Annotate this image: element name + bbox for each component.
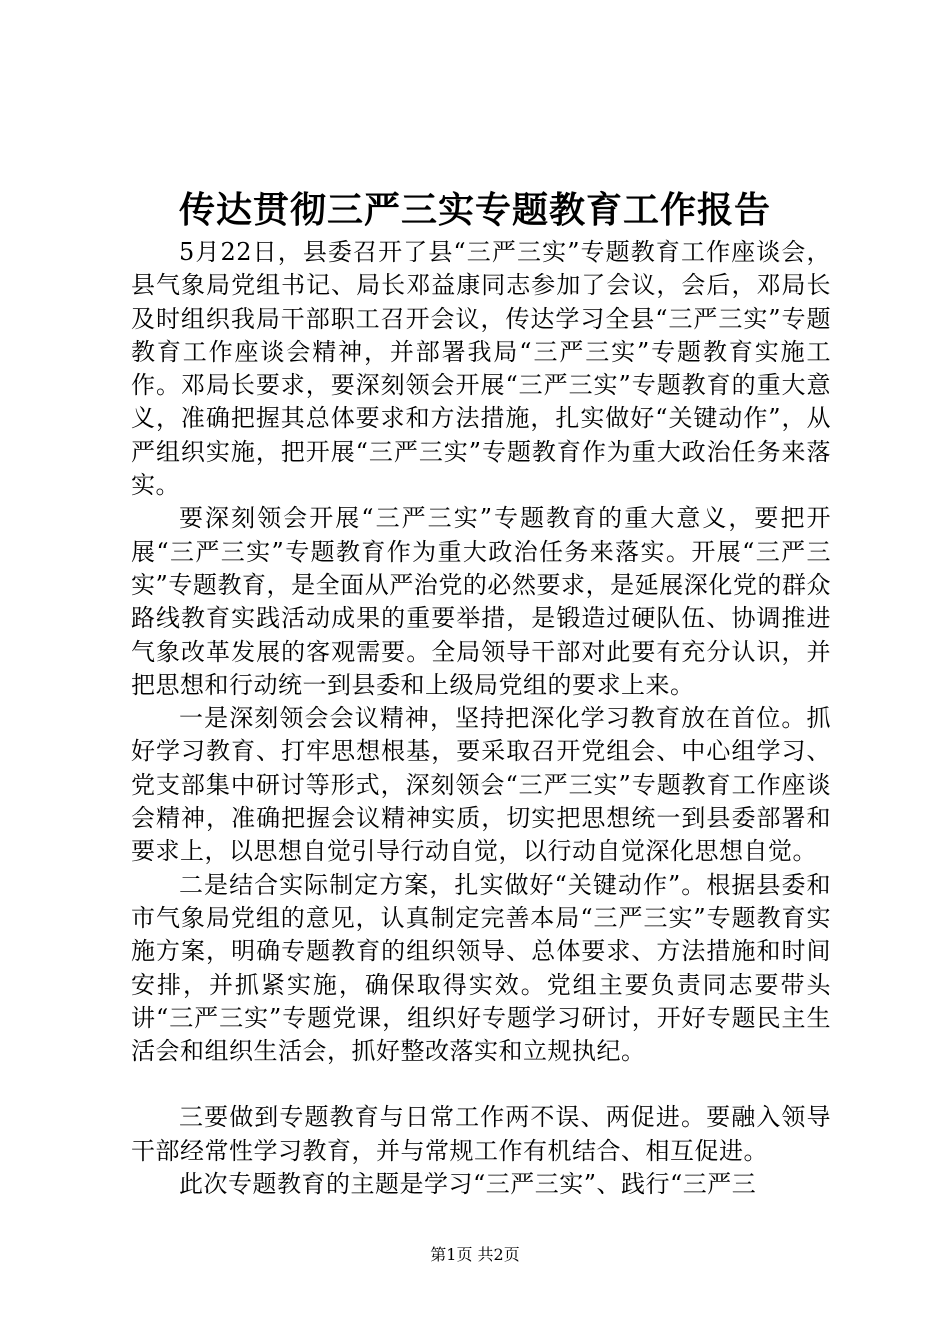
document-title: 传达贯彻三严三实专题教育工作报告 [178,189,771,231]
paragraph-2: 要深刻领会开展“三严三实”专题教育的重大意义，要把开展“三严三实”专题教育作为重大政治任务来落实。开展“三严三实”专题教育，是全面从严治党的必然要求，是延展深化党的群众路线教育实践活动成果的重要举措，是锻造过硬队伍、协调推进气象改革发展的客观需要。全局领导干部对此要有充分认识，并把思想和行动统一到县委和上级局党组的要求上来。 [131,504,831,699]
paragraph-4: 二是结合实际制定方案，扎实做好“关键动作”。根据县委和市气象局党组的意见，认真制定完善本局“三严三实”专题教育实施方案，明确专题教育的组织领导、总体要求、方法措施和时间安排，并抓紧实施，确保取得实效。党组主要负责同志要带头讲“三严三实”专题党课，组织好专题学习研讨，开好专题民主生活会和组织生活会，抓好整改落实和立规执纪。 [131,870,831,1066]
page-number-footer: 第1页 共2页 [430,1245,520,1264]
paragraph-1: 5月22日，县委召开了县“三严三实”专题教育工作座谈会，县气象局党组书记、局长邓益康同志参加了会议，会后，邓局长及时组织我局干部职工召开会议，传达学习全县“三严三实”专题教育工作座谈会精神，并部署我局“三严三实”专题教育实施工作。邓局长要求，要深刻领会开展“三严三实”专题教育的重大意义，准确把握其总体要求和方法措施，扎实做好“关键动作”，从严组织实施，把开展“三严三实”专题教育作为重大政治任务来落实。 [131,238,831,500]
document-body [131,236,831,1201]
paragraph-3: 一是深刻领会会议精神，坚持把深化学习教育放在首位。抓好学习教育、打牢思想根基，要采取召开党组会、中心组学习、党支部集中研讨等形式，深刻领会“三严三实”专题教育工作座谈会精神，准确把握会议精神实质，切实把思想统一到县委部署和要求上，以思想自觉引导行动自觉，以行动自觉深化思想自觉。 [131,704,831,866]
paragraph-5: 三要做到专题教育与日常工作两不误、两促进。要融入领导干部经常性学习教育，并与常规工作有机结合、相互促进。 [131,1103,831,1165]
paragraph-6: 此次专题教育的主题是学习“三严三实”、践行“三严三 [179,1170,757,1199]
